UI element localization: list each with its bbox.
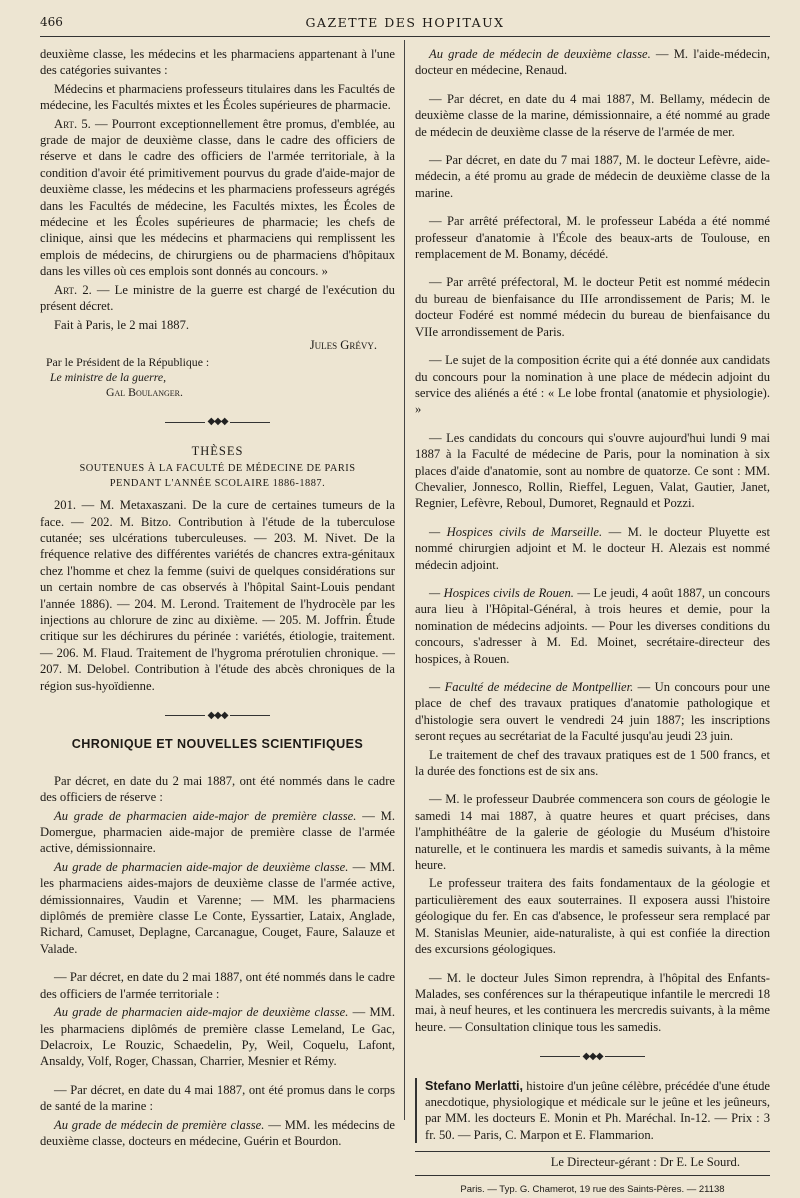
signature-line: Le ministre de la guerre, <box>50 370 167 385</box>
right-column <box>415 46 770 1198</box>
theses-list: 201. — M. Metaxaszani. De la cure de certaines tumeurs de la face. — 202. M. Bitzo. Contribution à l'étude de la tuberculose cutanée; ses ulcérations tuberculeuses. — 203. M. Nivet. De la fréquence relative des différentes variétés de chancres extra-génitaux chez l'homme et chez la femme (suivi de quelques considérations sur un certain nombre de cas observés à l'hôpital Saint-Louis pendant l'année 1886). — 204. M. Lerond. Traitement de l'hydrocèle par les injections au chlorure de zinc au dixième. — 205. M. Joffrin. Étude critique sur les déchirures du périnée : variétés, étiologie, traitement. — 206. M. Flaud. Traitement de l'hygroma prérotulien chronique. — 207. M. Delobel. Contribution à l'étude des abcès chroniques de la région sus-hyoïdienne. <box>40 498 395 693</box>
theses-subtitle-line: SOUTENUES À LA FACULTÉ DE MÉDECINE DE PARIS <box>79 463 356 475</box>
article-text: — Le ministre de la guerre est chargé de l'exécution du présent décret. <box>40 282 395 314</box>
news-paragraph: — Par arrêté préfectoral, M. le professeur Labéda a été nommé professeur d'anatomie à l'École des beaux-arts de Toulouse, en remplacement de M. Bonamy, décédé. <box>415 214 770 262</box>
section-title-theses: THÈSES <box>191 443 244 458</box>
news-paragraph: Par décret, en date du 2 mai 1887, ont été nommés dans le cadre des officiers de réserve : <box>40 773 395 805</box>
director-line: Le Directeur-gérant : Dr E. Le Sourd. <box>550 1155 740 1170</box>
decree-date: Fait à Paris, le 2 mai 1887. <box>54 317 190 332</box>
theses-subtitle-line: PENDANT L'ANNÉE SCOLAIRE 1886-1887. <box>109 478 326 490</box>
section-ornament: ◆◆◆ <box>40 708 395 724</box>
news-paragraph <box>40 859 395 957</box>
book-description: histoire d'un jeûne célèbre, précédée d'une étude anecdotique, physiologique et médicale sur le jeûne et les jeûneurs, par MM. les docteurs E. Monin et Ph. Maréchal. In-12. — Prix : 3 fr. 50. — Paris, C. Marpon et E. Flammarion. <box>425 1078 770 1142</box>
footer-rule <box>415 1175 770 1176</box>
news-paragraph <box>40 1004 395 1070</box>
news-paragraph: — M. le docteur Jules Simon reprendra, à l'hôpital des Enfants-Malades, ses conférences sur la thérapeutique infantile le mercredi 18 mai, à neuf heures, et les continuera les mercredis suivants, à la même heure. — Consultation clinique tous les samedis. <box>415 970 770 1034</box>
news-paragraph: — Par décret, en date du 4 mai 1887, ont été promus dans le corps de santé de la marine : <box>40 1082 395 1114</box>
news-rubric: — Hospices civils de Marseille. <box>429 524 603 539</box>
printer-imprint: Paris. — Typ. G. Chamerot, 19 rue des Saints-Pères. — 21138 <box>460 1183 725 1195</box>
news-text: — Le jeudi, 4 août 1887, un concours aura lieu à l'Hôpital-Général, à trois heures et demie, pour la nomination de médecins adjoints. — Pour les diverses conditions du concours, s'adresser à M. Ed. Moinet, secrétaire-directeur des hospices, à Rouen. <box>415 585 771 666</box>
book-notice-text <box>425 1078 770 1144</box>
journal-title: GAZETTE DES HOPITAUX <box>305 15 505 30</box>
signature-line: Par le Président de la République : <box>46 355 210 370</box>
news-paragraph: — Par décret, en date du 7 mai 1887, M. le docteur Lefèvre, aide-médecin, a été promu au grade de médecin de deuxième classe de la marine. <box>415 153 770 200</box>
news-rubric: — Faculté de médecine de Montpellier. <box>429 680 634 694</box>
news-text: — M. Domergue, pharmacien aide-major de première classe de l'armée active, démissionnaire. <box>40 808 395 856</box>
news-text: — MM. les médecins de deuxième classe, docteurs en médecine, Guérin et Bourdon. <box>40 1117 395 1148</box>
news-paragraph: — Par décret, en date du 2 mai 1887, ont été nommés dans le cadre des officiers de l'armée territoriale : <box>40 970 395 1001</box>
news-paragraph <box>40 1117 395 1150</box>
news-rubric: Au grade de pharmacien aide-major de première classe. <box>54 808 357 823</box>
news-paragraph: — Par arrêté préfectoral, M. le docteur Petit est nommé médecin du bureau de bienfaisance du IIIe arrondissement de Paris; M. le docteur Fodéré est nommé médecin du bureau de bienfaisance du VIIe arrondissement de Paris. <box>415 275 770 339</box>
news-paragraph: — Le sujet de la composition écrite qui a été donnée aux candidats du concours pour la nomination à une place de médecin adjoint du service des aliénés a été : « Le lobe frontal (anatomie et physiologie). » <box>415 353 770 417</box>
president-signature: Jules Grévy. <box>309 337 377 352</box>
section-ornament: ◆◆◆ <box>415 1049 770 1065</box>
page-header <box>40 12 770 34</box>
news-text: — MM. les pharmaciens diplômés de première classe Lemeland, Le Gac, Delacroix, Le Rouzic, Schaedelin, Py, Weil, Coquelu, Lafont, Ansaldy, Volf, Roger, Chassan, Charrier, Mesnier et Rémy. <box>40 1005 395 1069</box>
news-rubric: — Hospices civils de Rouen. <box>429 585 574 600</box>
news-text: — M. l'aide-médecin, docteur en médecine, Renaud. <box>415 47 770 78</box>
theses-subtitle <box>40 461 395 491</box>
news-rubric: Au grade de pharmacien aide-major de deuxième classe. <box>54 1005 349 1020</box>
news-paragraph <box>415 46 770 79</box>
news-paragraph <box>415 679 770 745</box>
news-rubric: Au grade de médecin de deuxième classe. <box>429 47 651 61</box>
news-paragraph <box>415 524 770 573</box>
footer-rule <box>415 1151 770 1152</box>
news-paragraph: — Les candidats du concours qui s'ouvre aujourd'hui lundi 9 mai 1887 à la Faculté de médecine de Paris, pour la nomination à six places d'aide d'anatomie, sont au nombre de quatorze. Ce sont : MM. Chevalier, Jonnesco, Rollin, Rieffel, Leguen, Valat, Gautier, Janet, Regnier, Lefèvre, Reboul, Dumoret, Regnauld et Pozzi. <box>415 430 770 511</box>
news-paragraph: — M. le professeur Daubrée commencera son cours de géologie le samedi 14 mai 1887, à quatre heures et quart précises, dans l'amphithéâtre de la galerie de géologie du Muséum d'histoire naturelle, et le continuera les mardis et samedis suivants, à la même heure. <box>415 792 770 873</box>
signature-line: Gal Boulanger. <box>106 385 183 400</box>
decree-paragraph: deuxième classe, les médecins et les pharmaciens appartenant à l'une des catégories suivantes : <box>40 47 395 78</box>
decree-paragraph: Médecins et pharmaciens professeurs titulaires dans les Facultés de médecine, les Facultés mixtes et les Écoles supérieures de pharmacie. <box>40 81 395 113</box>
news-text: — M. le docteur Pluyette est nommé chirurgien adjoint et M. le docteur H. Alezais est nommé médecin adjoint. <box>415 524 770 572</box>
news-text: — Un concours pour une place de chef des travaux pratiques d'anatomie pathologique et d'histologie sera ouvert le vendredi 24 juin 1887; les inscriptions seront reçues au secrétariat de la Faculté jusqu'au jeudi 23 juin. <box>415 680 770 744</box>
decree-article <box>40 282 395 315</box>
header-rule <box>40 36 770 37</box>
news-paragraph: Le traitement de chef des travaux pratiques est de 1 500 francs, et la durée des fonctions est de six ans. <box>415 747 770 779</box>
column-divider <box>404 40 405 1120</box>
news-rubric: Au grade de médecin de première classe. <box>54 1117 265 1132</box>
article-label: Art. 2. <box>54 282 92 297</box>
book-notice <box>415 1078 770 1144</box>
news-paragraph: — Par décret, en date du 4 mai 1887, M. Bellamy, médecin de deuxième classe de la marine, démissionnaire, a été nommé au grade de médecin de deuxième classe de la réserve de l'armée de mer. <box>415 91 770 139</box>
section-title-chronique: CHRONIQUE ET NOUVELLES SCIENTIFIQUES <box>71 737 364 752</box>
section-ornament: ◆◆◆ <box>40 414 395 430</box>
article-label: Art. 5. <box>54 116 91 131</box>
news-paragraph <box>415 585 770 667</box>
news-rubric: Au grade de pharmacien aide-major de deuxième classe. <box>54 859 349 874</box>
left-column <box>40 46 395 1151</box>
news-paragraph: Le professeur traitera des faits fondamentaux de la géologie et particulièrement des eaux souterraines. Il exposera aussi l'histoire géologique du fer. En cas d'absence, le professeur sera remplacé par M. Stanislas Meunier, aide-naturaliste, à qui est confiée la direction des excursions géologiques. <box>415 876 770 957</box>
news-paragraph <box>40 808 395 857</box>
signature-block <box>46 355 395 400</box>
book-title: Stefano Merlatti, <box>425 1078 524 1093</box>
page-number: 466 <box>40 15 63 29</box>
decree-article <box>40 116 395 280</box>
article-text: — Pourront exceptionnellement être promus, d'emblée, au grade de major de deuxième classe, dans le cadre des officiers de réserve et dans le cadre des officiers de l'armée territoriale, à la condition d'avoir été primitivement pourvus du grade d'aide-major de deuxième classe, les médecins et les pharmaciens professeurs agrégés dans les Facultés de médecine, les Facultés mixtes, les Écoles de médecine et les Écoles supérieures de pharmacie; les chefs de clinique, ainsi que les médecins et pharmaciens qui remplissent les emplois de médecins, de chirurgiens ou de pharmaciens d'hôpitaux dans les villes où ces emplois sont donnés au concours. » <box>40 116 395 279</box>
news-text: — MM. les pharmaciens aides-majors de deuxième classe de l'armée active, démissionnaires, Vaudin et Varenne; — MM. les pharmaciens diplômés de première classe Le Conte, Eyssartier, Lataix, Anglade, Richard, Camuset, Deplagne, Carcanague, Couget, Faure, Salauze et Valade. <box>40 859 395 956</box>
